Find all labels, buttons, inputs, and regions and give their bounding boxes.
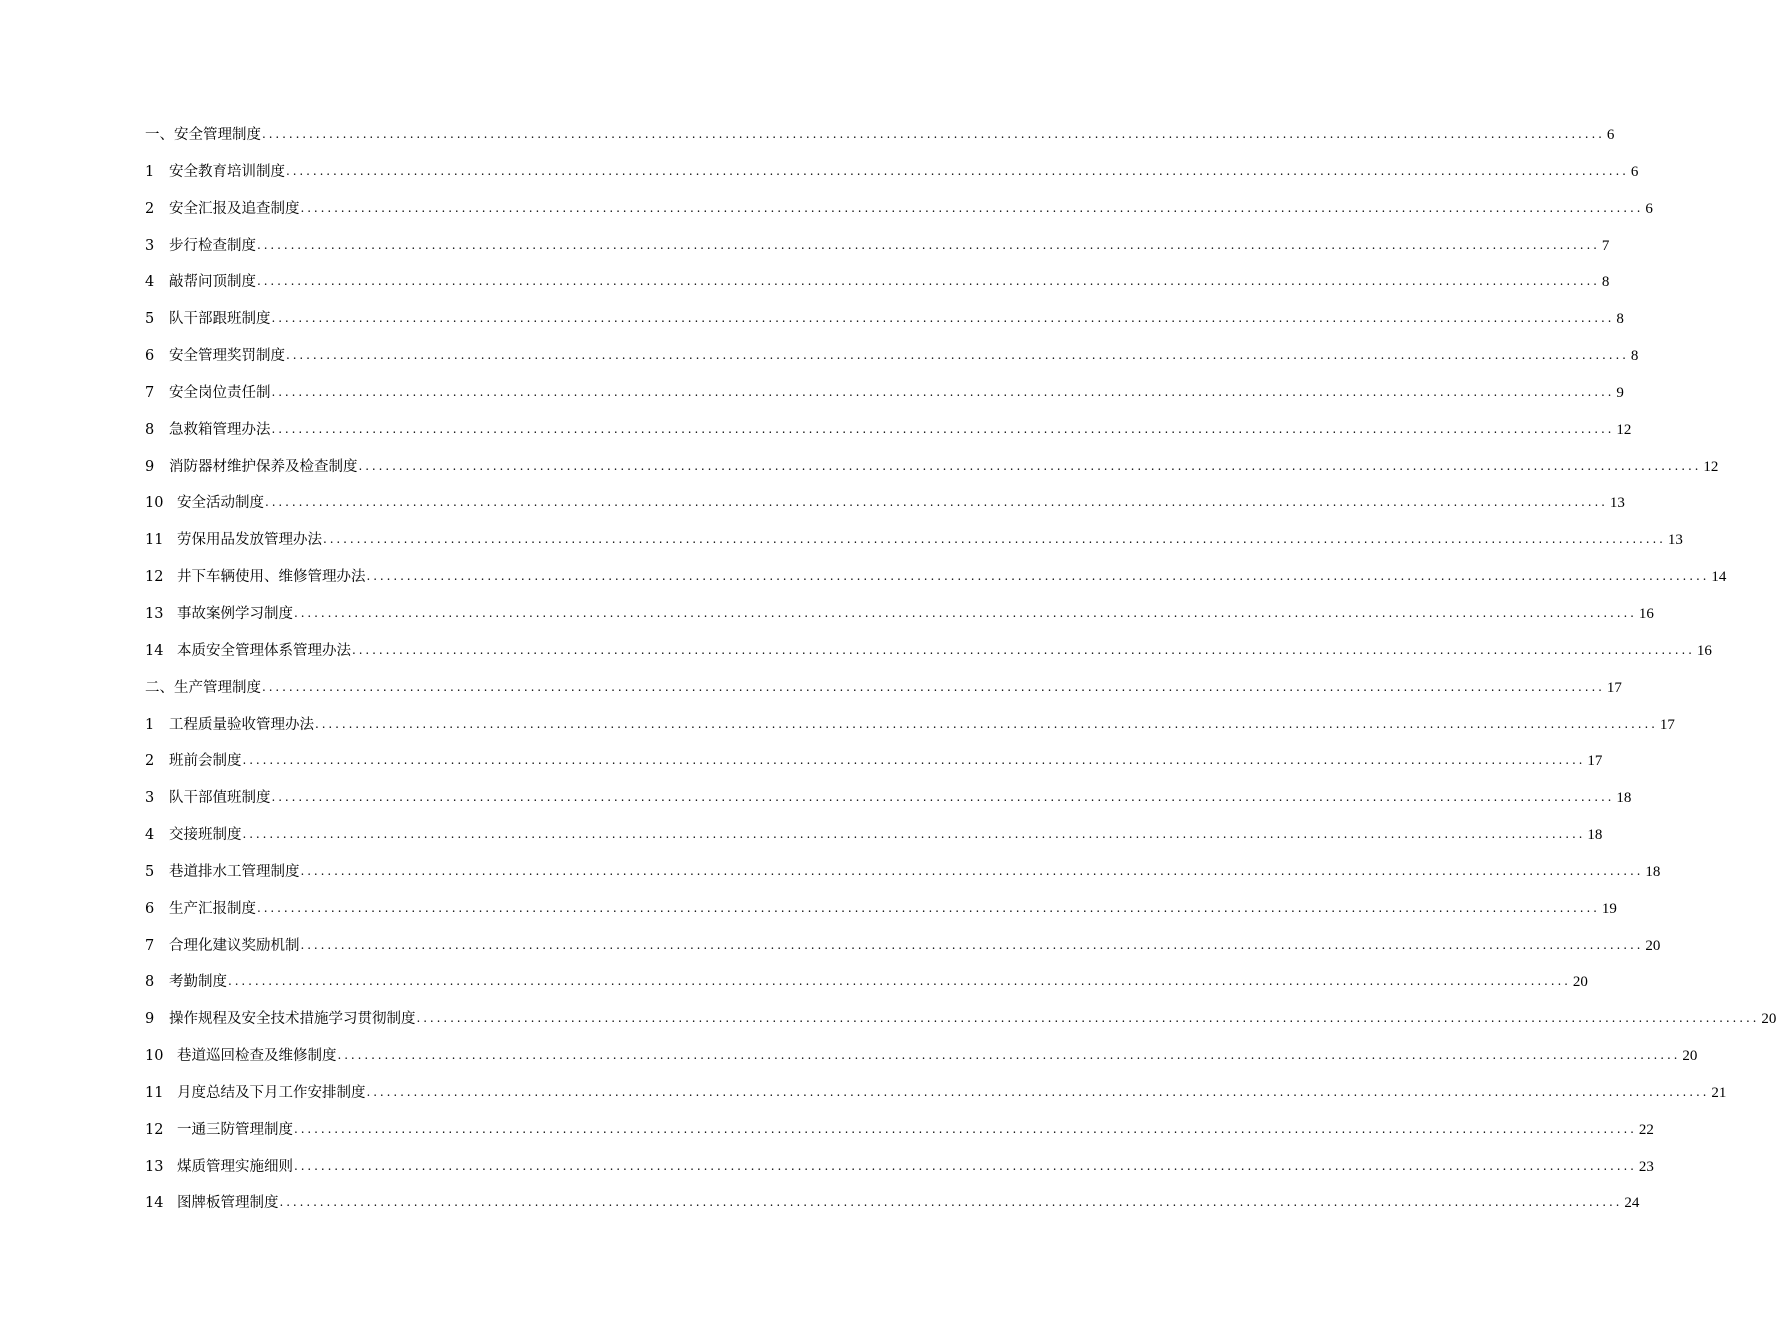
toc-entry[interactable]	[145, 817, 1603, 854]
toc-entry[interactable]	[145, 891, 1617, 928]
toc-entry-title: 考勤制度	[169, 974, 227, 991]
toc-entry[interactable]	[145, 633, 1712, 670]
toc-entry[interactable]	[145, 559, 1727, 596]
toc-entry-title: 消防器材维护保养及检查制度	[169, 458, 358, 475]
toc-entry[interactable]	[145, 522, 1683, 559]
toc-entry-title: 安全汇报及追查制度	[169, 200, 300, 217]
toc-entry-title: 事故案例学习制度	[177, 605, 293, 622]
dot-leader: ........................................................................................................................................................................................................	[315, 716, 1658, 731]
toc-entry-number: 11	[145, 532, 164, 549]
toc-entry-title: 急救箱管理办法	[169, 421, 271, 438]
toc-section-title: 二、生产管理制度	[145, 679, 261, 696]
toc-section-title: 一、安全管理制度	[145, 127, 261, 143]
dot-leader: ........................................................................................................................................................................................................	[337, 1048, 1681, 1063]
toc-entry-title: 井下车辆使用、维修管理办法	[177, 569, 366, 586]
toc-page-number: 18	[1587, 827, 1603, 844]
toc-entry[interactable]	[145, 1001, 1776, 1038]
toc-entry[interactable]	[145, 1185, 1640, 1222]
dot-leader: ........................................................................................................................................................................................................	[271, 421, 1615, 436]
toc-entry-title: 步行检查制度	[169, 237, 256, 254]
toc-page-number: 18	[1645, 863, 1661, 880]
toc-entry-title: 一通三防管理制度	[177, 1121, 293, 1138]
table-of-contents	[145, 117, 1776, 1222]
toc-page-number: 19	[1601, 900, 1617, 917]
toc-entry-number: 4	[145, 274, 155, 291]
toc-entry-title: 工程质量验收管理办法	[169, 716, 314, 733]
toc-entry-number: 8	[145, 974, 155, 991]
dot-leader: ........................................................................................................................................................................................................	[366, 1084, 1710, 1099]
toc-entry-number: 13	[145, 605, 164, 622]
toc-entry-number: 9	[145, 458, 155, 475]
dot-leader: ........................................................................................................................................................................................................	[294, 605, 1637, 620]
toc-entry-number: 6	[145, 900, 155, 917]
toc-entry-number: 12	[145, 1121, 164, 1138]
toc-page-number: 6	[1630, 163, 1639, 180]
toc-entry[interactable]	[145, 154, 1639, 191]
toc-page-number: 6	[1645, 200, 1653, 217]
toc-page-number: 20	[1682, 1048, 1698, 1065]
toc-entry-number: 10	[145, 495, 164, 512]
toc-page-number: 17	[1606, 679, 1622, 696]
toc-entry-number: 2	[145, 200, 155, 217]
toc-entry-title: 巷道排水工管理制度	[169, 863, 300, 880]
toc-entry-title: 煤质管理实施细则	[177, 1158, 293, 1175]
toc-page-number: 8	[1630, 348, 1639, 365]
toc-page-number: 12	[1616, 421, 1632, 438]
toc-entry-number: 6	[145, 348, 155, 365]
toc-page-number: 24	[1624, 1195, 1640, 1212]
toc-entry-number: 2	[145, 753, 155, 770]
toc-entry-number: 14	[145, 642, 164, 659]
toc-entry-number: 3	[145, 790, 155, 807]
dot-leader: ........................................................................................................................................................................................................	[300, 863, 1644, 878]
toc-page-number: 20	[1572, 974, 1588, 991]
toc-entry-number: 10	[145, 1048, 164, 1065]
dot-leader: ........................................................................................................................................................................................................	[265, 495, 1608, 510]
toc-entry-number: 11	[145, 1084, 164, 1101]
toc-entry-title: 敲帮问顶制度	[169, 274, 256, 291]
toc-entry-title: 操作规程及安全技术措施学习贯彻制度	[169, 1011, 416, 1028]
dot-leader: ........................................................................................................................................................................................................	[262, 127, 1605, 141]
toc-entry-title: 合理化建议奖励机制	[169, 937, 300, 954]
toc-entry-title: 月度总结及下月工作安排制度	[177, 1084, 366, 1101]
toc-entry[interactable]	[145, 191, 1653, 228]
toc-entry-title: 交接班制度	[169, 827, 242, 844]
dot-leader: ........................................................................................................................................................................................................	[366, 569, 1710, 584]
dot-leader: ........................................................................................................................................................................................................	[257, 237, 1600, 252]
toc-page-number: 16	[1696, 642, 1712, 659]
toc-entry[interactable]	[145, 485, 1625, 522]
toc-entry[interactable]	[145, 412, 1632, 449]
dot-leader: ........................................................................................................................................................................................................	[300, 937, 1644, 952]
toc-page-number: 17	[1587, 753, 1603, 770]
toc-entry-title: 安全管理奖罚制度	[169, 348, 285, 365]
toc-entry-title: 图牌板管理制度	[177, 1195, 279, 1212]
toc-entry[interactable]	[145, 264, 1610, 301]
toc-entry[interactable]	[145, 743, 1603, 780]
toc-page-number: 6	[1606, 127, 1615, 143]
toc-entry-number: 4	[145, 827, 155, 844]
toc-page-number: 20	[1761, 1011, 1776, 1028]
dot-leader: ........................................................................................................................................................................................................	[271, 311, 1615, 326]
dot-leader: ........................................................................................................................................................................................................	[271, 384, 1615, 399]
toc-page-number: 8	[1601, 274, 1610, 291]
toc-entry-number: 9	[145, 1011, 155, 1028]
toc-page-number: 17	[1659, 716, 1675, 733]
toc-entry-title: 生产汇报制度	[169, 900, 256, 917]
toc-entry-number: 5	[145, 311, 155, 328]
toc-entry[interactable]	[145, 375, 1624, 412]
toc-entry[interactable]	[145, 338, 1639, 375]
toc-page-number: 22	[1638, 1121, 1654, 1138]
dot-leader: ........................................................................................................................................................................................................	[286, 348, 1629, 363]
toc-entry[interactable]	[145, 301, 1624, 338]
toc-entry-title: 本质安全管理体系管理办法	[177, 642, 351, 659]
toc-page-number: 13	[1667, 532, 1683, 549]
toc-entry-number: 14	[145, 1195, 164, 1212]
dot-leader: ........................................................................................................................................................................................................	[242, 827, 1586, 842]
toc-entry[interactable]	[145, 596, 1654, 633]
toc-page-number: 20	[1645, 937, 1661, 954]
dot-leader: ........................................................................................................................................................................................................	[228, 974, 1571, 989]
toc-entry[interactable]	[145, 1038, 1698, 1075]
toc-entry-title: 劳保用品发放管理办法	[177, 532, 322, 549]
toc-entry[interactable]	[145, 964, 1588, 1001]
dot-leader: ........................................................................................................................................................................................................	[352, 642, 1695, 657]
toc-entry-number: 1	[145, 163, 155, 180]
toc-page-number: 12	[1703, 458, 1719, 475]
dot-leader: ........................................................................................................................................................................................................	[294, 1158, 1637, 1173]
toc-entry-title: 队干部值班制度	[169, 790, 271, 807]
toc-entry[interactable]	[145, 928, 1661, 965]
toc-entry-title: 巷道巡回检查及维修制度	[177, 1048, 337, 1065]
toc-entry[interactable]	[145, 449, 1719, 486]
toc-entry-number: 3	[145, 237, 155, 254]
dot-leader: ........................................................................................................................................................................................................	[257, 900, 1600, 915]
toc-entry-number: 7	[145, 937, 155, 954]
toc-entry-number: 13	[145, 1158, 164, 1175]
dot-leader: ........................................................................................................................................................................................................	[416, 1011, 1760, 1026]
toc-entry-number: 5	[145, 863, 155, 880]
toc-page-number: 8	[1616, 311, 1624, 328]
toc-page-number: 14	[1711, 569, 1727, 586]
toc-page-number: 13	[1609, 495, 1625, 512]
toc-page-number: 21	[1711, 1084, 1727, 1101]
toc-page-number: 9	[1616, 384, 1624, 401]
dot-leader: ........................................................................................................................................................................................................	[271, 790, 1615, 805]
dot-leader: ........................................................................................................................................................................................................	[286, 163, 1629, 178]
toc-entry[interactable]	[145, 854, 1661, 891]
dot-leader: ........................................................................................................................................................................................................	[323, 532, 1666, 547]
toc-entry[interactable]	[145, 228, 1610, 265]
toc-entry[interactable]	[145, 1075, 1727, 1112]
toc-entry[interactable]	[145, 1149, 1654, 1186]
toc-entry-title: 队干部跟班制度	[169, 311, 271, 328]
toc-entry-number: 8	[145, 421, 155, 438]
dot-leader: ........................................................................................................................................................................................................	[279, 1195, 1623, 1210]
dot-leader: ........................................................................................................................................................................................................	[262, 679, 1605, 694]
toc-entry-number: 7	[145, 384, 155, 401]
toc-entry-title: 安全教育培训制度	[169, 163, 285, 180]
dot-leader: ........................................................................................................................................................................................................	[300, 200, 1644, 215]
dot-leader: ........................................................................................................................................................................................................	[257, 274, 1600, 289]
dot-leader: ........................................................................................................................................................................................................	[294, 1121, 1637, 1136]
toc-entry[interactable]	[145, 1112, 1654, 1149]
toc-entry[interactable]	[145, 670, 1622, 707]
toc-entry-title: 班前会制度	[169, 753, 242, 770]
toc-entry-title: 安全岗位责任制	[169, 384, 271, 401]
toc-page-number: 18	[1616, 790, 1632, 807]
toc-entry-number: 12	[145, 569, 164, 586]
toc-page-number: 7	[1601, 237, 1610, 254]
dot-leader: ........................................................................................................................................................................................................	[358, 458, 1702, 473]
toc-page-number: 23	[1638, 1158, 1654, 1175]
toc-entry-title: 安全活动制度	[177, 495, 264, 512]
toc-entry[interactable]	[145, 780, 1632, 817]
toc-entry[interactable]	[145, 707, 1675, 744]
toc-entry[interactable]	[145, 117, 1615, 154]
toc-page-number: 16	[1638, 605, 1654, 622]
dot-leader: ........................................................................................................................................................................................................	[242, 753, 1586, 768]
toc-entry-number: 1	[145, 716, 155, 733]
